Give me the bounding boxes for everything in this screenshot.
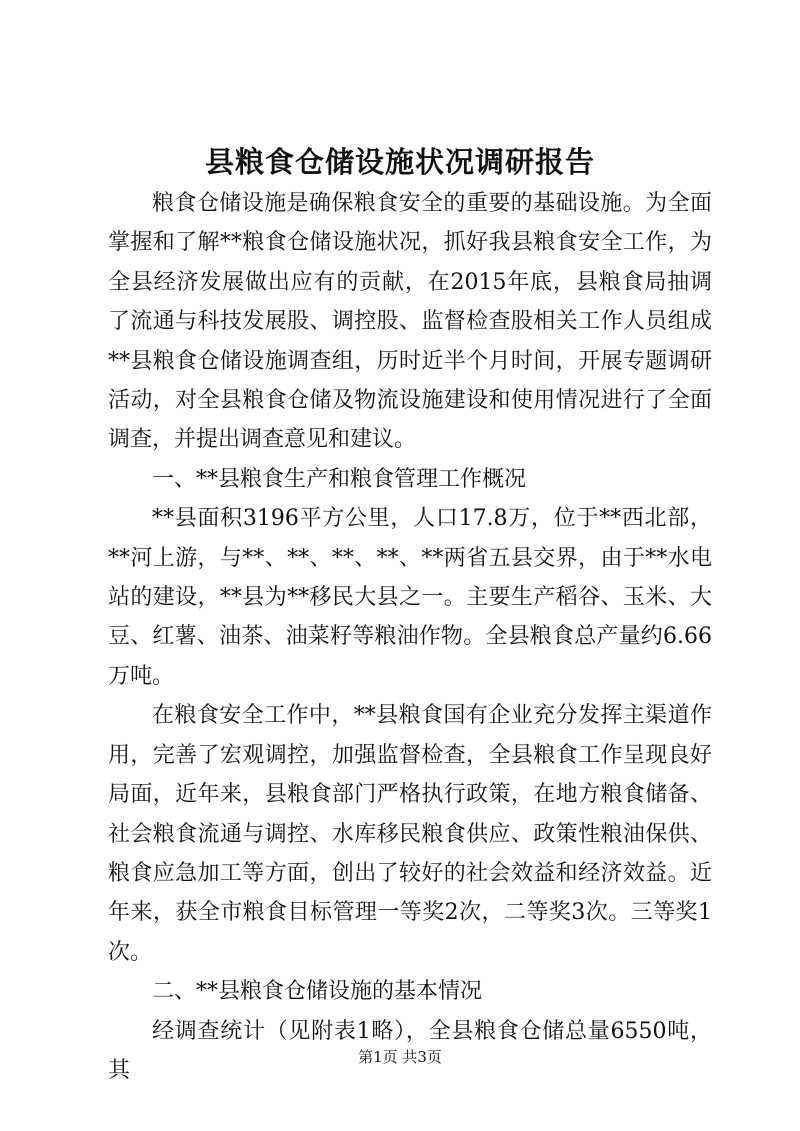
paragraph-county-overview: **县面积3196平方公里，人口17.8万，位于**西北部，**河上游，与**、**、**、**、**两省五县交界，由于**水电站的建设，**县为**移民大县之一。主要生产稻谷、玉米、大豆、红薯、油茶、油菜籽等粮油作物。全县粮食总产量约6.66万吨。 [108,506,712,689]
document-title: 县粮食仓储设施状况调研报告 [204,145,595,179]
section-heading-1: 一、**县粮食生产和粮食管理工作概况 [152,466,527,492]
document-body [108,184,712,1090]
paragraph-intro: 粮食仓储设施是确保粮食安全的重要的基础设施。为全面掌握和了解**粮食仓储设施状况，抓好我县粮食安全工作，为全县经济发展做出应有的贡献，在2015年底，县粮食局抽调了流通与科技发展股、调控股、监督检查股相关工作人员组成**县粮食仓储设施调查组，历时近半个月时间，开展专题调研活动，对全县粮食仓储及物流设施建设和使用情况进行了全面调查，并提出调查意见和建议。 [108,191,712,453]
page-number-footer: 第1页 共3页 [358,1048,442,1066]
section-heading-2: 二、**县粮食仓储设施的基本情况 [152,979,483,1005]
paragraph-grain-safety: 在粮食安全工作中，**县粮食国有企业充分发挥主渠道作用，完善了宏观调控，加强监督检查，全县粮食工作呈现良好局面，近年来，县粮食部门严格执行政策，在地方粮食储备、社会粮食流通与调控、水库移民粮食供应、政策性粮油保供、粮食应急加工等方面，创出了较好的社会效益和经济效益。近年来，获全市粮食目标管理一等奖2次，二等奖3次。三等奖1次。 [108,703,712,965]
paragraph-storage-survey: 经调查统计（见附表1略），全县粮食仓储总量6550吨，其 [108,1018,712,1083]
